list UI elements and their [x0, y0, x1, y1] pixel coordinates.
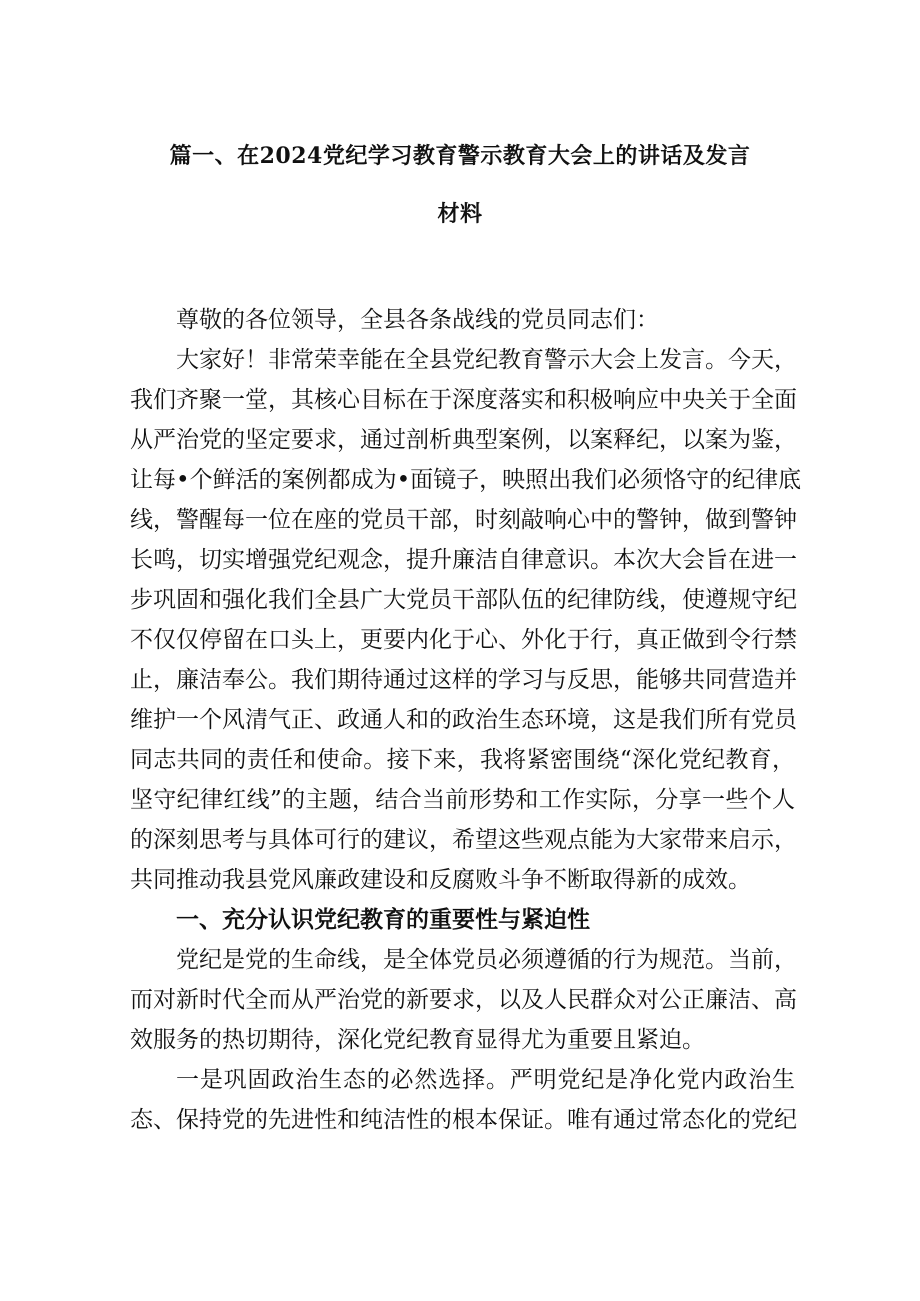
paragraph-line: 坚守纪律红线”的主题，结合当前形势和工作实际，分享一些个人	[130, 787, 795, 813]
paragraph-line: 从严治党的坚定要求，通过剖析典型案例，以案释纪，以案为鉴，	[130, 427, 797, 453]
section-heading: 一、充分认识党纪教育的重要性与紧迫性	[176, 906, 590, 933]
document-body	[130, 300, 802, 1140]
paragraph-line: 我们齐聚一堂，其核心目标在于深度落实和积极响应中央关于全面	[130, 387, 797, 413]
paragraph-line: 共同推动我县党风廉政建设和反腐败斗争不断取得新的成效。	[130, 867, 751, 893]
paragraph-line: 态、保持党的先进性和纯洁性的根本保证。唯有通过常态化的党纪	[130, 1107, 797, 1133]
paragraph-line: 步巩固和强化我们全县广大党员干部队伍的纪律防线，使遵规守纪	[130, 587, 797, 613]
paragraph-line: 长鸣，切实增强党纪观念，提升廉洁自律意识。本次大会旨在进一	[130, 547, 797, 573]
paragraph-line: 让每•个鲜活的案例都成为•面镜子，映照出我们必须恪守的纪律底	[130, 467, 802, 493]
document-title-line-2: 材料	[437, 201, 483, 227]
document-title-line-1: 篇一、在2024党纪学习教育警示教育大会上的讲话及发言	[169, 143, 751, 169]
paragraph-line: 不仅仅停留在口头上，更要内化于心、外化于行，真正做到令行禁	[130, 627, 797, 653]
paragraph-line: 一是巩固政治生态的必然选择。严明党纪是净化党内政治生	[176, 1067, 795, 1093]
paragraph-line: 党纪是党的生命线，是全体党员必须遵循的行为规范。当前，	[176, 947, 797, 973]
paragraph-line: 的深刻思考与具体可行的建议，希望这些观点能为大家带来启示，	[130, 827, 797, 853]
paragraph-line: 止，廉洁奉公。我们期待通过这样的学习与反思，能够共同营造并	[130, 667, 797, 693]
paragraph-line: 大家好！非常荣幸能在全县党纪教育警示大会上发言。今天，	[176, 347, 797, 373]
salutation-line: 尊敬的各位领导，全县各条战线的党员同志们：	[176, 307, 659, 333]
paragraph-line: 维护一个风清气正、政通人和的政治生态环境，这是我们所有党员	[130, 707, 797, 733]
paragraph-line: 同志共同的责任和使命。接下来，我将紧密围绕“深化党纪教育，	[130, 747, 795, 773]
paragraph-line: 效服务的热切期待，深化党纪教育显得尤为重要且紧迫。	[130, 1027, 705, 1053]
paragraph-line: 线，警醒每一位在座的党员干部，时刻敲响心中的警钟，做到警钟	[130, 507, 797, 533]
paragraph-line: 而对新时代全而从严治党的新要求，以及人民群众对公正廉洁、高	[130, 987, 797, 1013]
